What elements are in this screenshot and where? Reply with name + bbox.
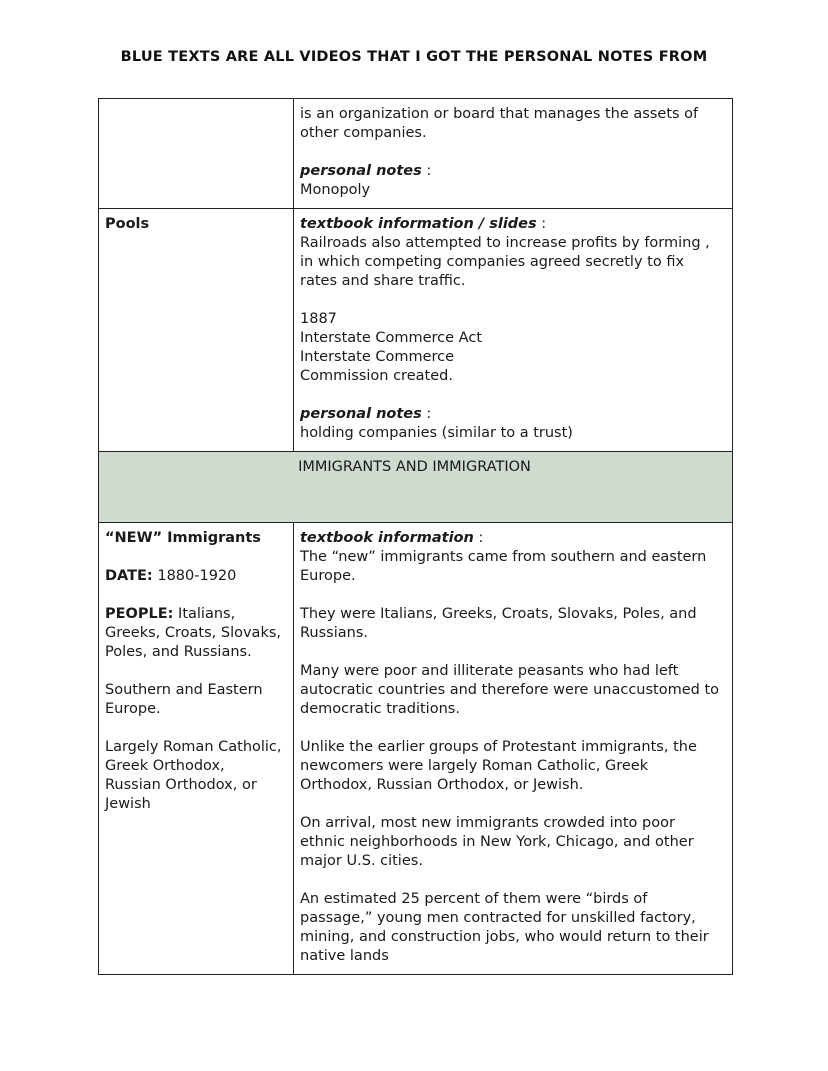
textbook-info-text: Railroads also attempted to increase profits by forming , in which competing companies agreed secretly to fix rates and share traffic.	[300, 235, 710, 289]
act-line: Commission created.	[300, 368, 453, 384]
personal-notes: personal notes : Monopoly	[300, 163, 432, 198]
paragraph: They were Italians, Greeks, Croats, Slovaks, Poles, and Russians.	[300, 606, 697, 641]
personal-notes-text: Monopoly	[300, 182, 371, 198]
textbook-info: textbook information / slides : Railroads also attempted to increase profits by forming , in which competing companies agreed secretly to fix rates and share traffic.	[300, 216, 710, 289]
people-value: Italians, Greeks, Croats, Slovaks, Poles, and Russians.	[105, 606, 282, 660]
section-row	[99, 452, 733, 523]
notes-cell	[294, 99, 733, 209]
term-cell	[99, 523, 294, 975]
personal-notes-label: personal notes	[300, 406, 422, 422]
people-line	[105, 605, 285, 662]
table-row-new-immigrants	[99, 523, 733, 975]
textbook-info-label: textbook information	[300, 530, 474, 546]
act-block	[300, 310, 724, 386]
table-row-pools	[99, 209, 733, 452]
term-label: “NEW” Immigrants	[105, 530, 261, 546]
act-line: Interstate Commerce	[300, 349, 455, 365]
notes-table	[98, 98, 733, 975]
paragraph: On arrival, most new immigrants crowded into poor ethnic neighborhoods in New York, Chicago, and other major U.S. cities.	[300, 815, 694, 869]
personal-notes: personal notes : holding companies (similar to a trust)	[300, 406, 573, 441]
religion-text: Largely Roman Catholic, Greek Orthodox, Russian Orthodox, or Jewish	[105, 739, 282, 812]
date-label: DATE:	[105, 568, 153, 584]
paragraph: The “new” immigrants came from southern and eastern Europe.	[300, 549, 707, 584]
textbook-info: textbook information : The “new” immigrants came from southern and eastern Europe.	[300, 530, 707, 584]
page-header: BLUE TEXTS ARE ALL VIDEOS THAT I GOT THE PERSONAL NOTES FROM	[120, 49, 708, 65]
act-line: Interstate Commerce Act	[300, 330, 483, 346]
personal-notes-label: personal notes	[300, 163, 422, 179]
table-row-trust	[99, 99, 733, 209]
act-year: 1887	[300, 311, 337, 327]
textbook-info-label: textbook information / slides	[300, 216, 537, 232]
section-title: IMMIGRANTS AND IMMIGRATION	[99, 452, 733, 523]
term-cell	[99, 209, 294, 452]
people-label: PEOPLE:	[105, 606, 174, 622]
personal-notes-text: holding companies (similar to a trust)	[300, 425, 573, 441]
region-text: Southern and Eastern Europe.	[105, 682, 263, 717]
notes-cell	[294, 523, 733, 975]
paragraph: Unlike the earlier groups of Protestant immigrants, the newcomers were largely Roman Catholic, Greek Orthodox, Russian Orthodox, or Jewish.	[300, 739, 697, 793]
date-line	[105, 567, 285, 586]
term-cell	[99, 99, 294, 209]
date-value: 1880-1920	[157, 568, 237, 584]
paragraph: An estimated 25 percent of them were “birds of passage,” young men contracted for unskilled factory, mining, and construction jobs, who would return to their native lands	[300, 891, 709, 964]
definition-text: is an organization or board that manages the assets of other companies.	[300, 106, 699, 141]
paragraph: Many were poor and illiterate peasants who had left autocratic countries and therefore were unaccustomed to democratic traditions.	[300, 663, 720, 717]
term-label: Pools	[105, 216, 150, 232]
notes-cell	[294, 209, 733, 452]
